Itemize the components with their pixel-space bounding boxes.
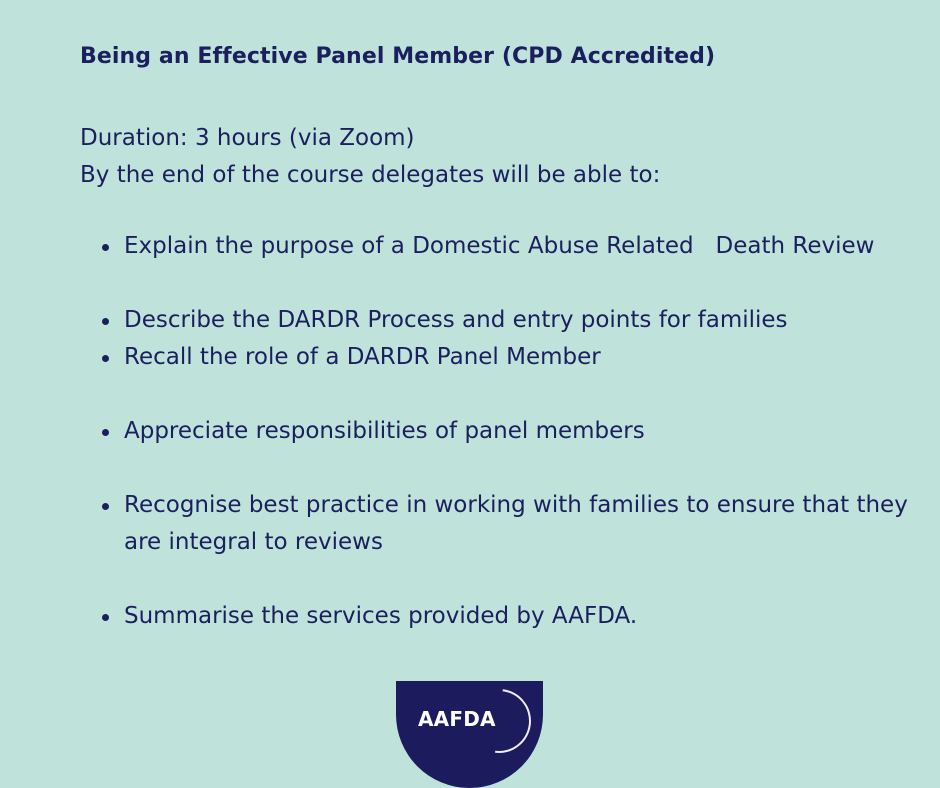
list-item [102, 228, 924, 265]
aafda-logo [396, 681, 543, 788]
bullet-icon [102, 503, 109, 510]
bullet-icon [102, 614, 109, 621]
list-item [102, 598, 924, 635]
bullet-icon [102, 429, 109, 436]
list-item-text: Describe the DARDR Process and entry points for families [124, 307, 788, 333]
list-item [102, 487, 924, 561]
logo-text: AAFDA [418, 707, 496, 731]
list-item [102, 302, 924, 339]
list-item [102, 413, 924, 450]
bullet-icon [102, 318, 109, 325]
bullet-icon [102, 244, 109, 251]
bullet-icon [102, 355, 109, 362]
list-item-text: Recall the role of a DARDR Panel Member [124, 344, 601, 370]
list-item-text: Appreciate responsibilities of panel members [124, 418, 645, 444]
course-title: Being an Effective Panel Member (CPD Accredited) [80, 44, 716, 69]
list-item-text: Recognise best practice in working with families to ensure that they are integral to reviews [124, 492, 916, 555]
list-item-text: Summarise the services provided by AAFDA. [124, 603, 638, 629]
intro-text: By the end of the course delegates will be able to: [80, 162, 661, 188]
list-item-text: Explain the purpose of a Domestic Abuse Related Death Review [124, 233, 875, 259]
list-item [102, 339, 924, 376]
course-intro [80, 120, 660, 194]
duration-text: Duration: 3 hours (via Zoom) [80, 125, 415, 151]
